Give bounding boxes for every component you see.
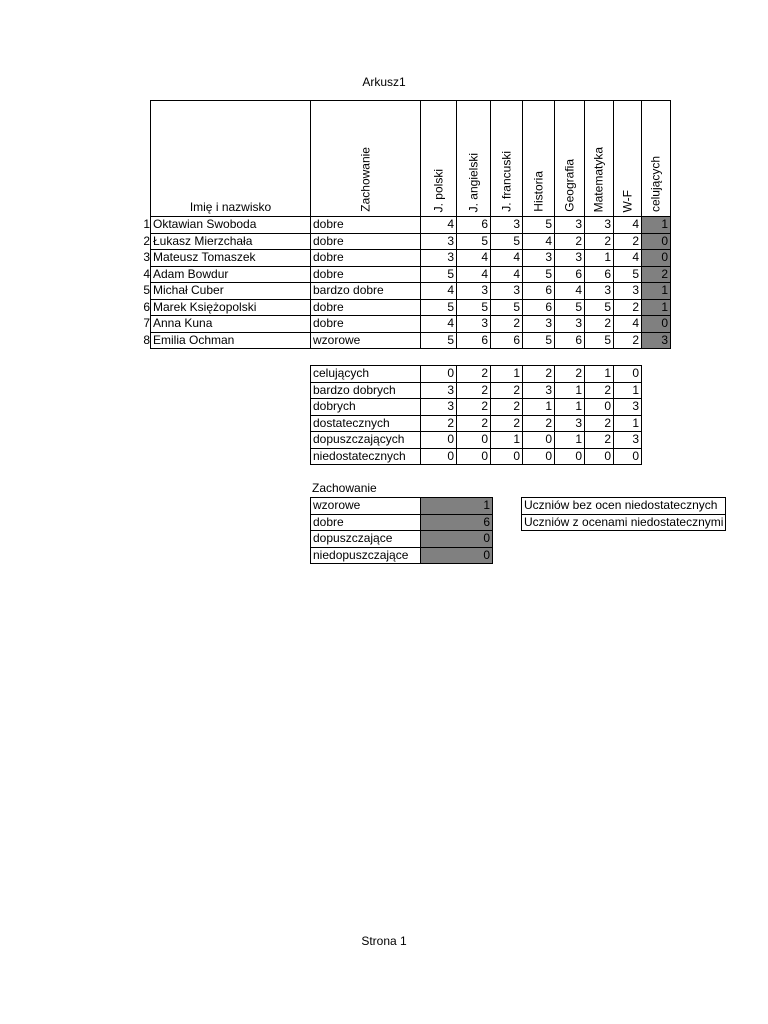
count-cell: 2 — [585, 432, 614, 449]
grade-cell: 5 — [614, 266, 642, 283]
count-cell: 2 — [555, 366, 585, 383]
student-behavior: dobre — [311, 250, 421, 267]
grade-cell: 5 — [491, 233, 523, 250]
grade-cell: 4 — [555, 283, 585, 300]
grade-cell: 3 — [555, 250, 585, 267]
count-row — [311, 415, 642, 432]
extra-cell: 0 — [642, 316, 671, 333]
grade-cell: 5 — [421, 266, 457, 283]
row-number: 6 — [143, 299, 150, 314]
count-cell: 2 — [523, 366, 555, 383]
count-cell: 0 — [457, 448, 491, 465]
behavior-row — [311, 498, 493, 515]
count-cell: 0 — [585, 399, 614, 416]
grade-cell: 2 — [555, 233, 585, 250]
count-cell: 0 — [614, 366, 642, 383]
count-cell: 3 — [555, 415, 585, 432]
grade-cell: 5 — [421, 332, 457, 349]
count-row — [311, 382, 642, 399]
count-cell: 3 — [421, 382, 457, 399]
student-row — [151, 283, 671, 300]
student-behavior: dobre — [311, 316, 421, 333]
count-cell: 1 — [585, 366, 614, 383]
grade-cell: 6 — [491, 332, 523, 349]
count-cell: 2 — [491, 415, 523, 432]
count-cell: 1 — [555, 399, 585, 416]
note-row — [522, 498, 726, 515]
count-row — [311, 399, 642, 416]
count-label: celujących — [311, 366, 421, 383]
count-cell: 2 — [585, 382, 614, 399]
count-cell: 3 — [421, 399, 457, 416]
grade-cell: 6 — [555, 266, 585, 283]
student-behavior: dobre — [311, 217, 421, 234]
student-name: Oktawian Swoboda — [151, 217, 311, 234]
grade-cell: 6 — [523, 283, 555, 300]
grade-cell: 1 — [585, 250, 614, 267]
grade-cell: 4 — [491, 266, 523, 283]
count-cell: 2 — [491, 382, 523, 399]
student-name: Łukasz Mierzchała — [151, 233, 311, 250]
grade-cell: 6 — [585, 266, 614, 283]
name-header: Imię i nazwisko — [151, 101, 311, 217]
page-title: Arkusz1 — [362, 75, 406, 89]
notes-table — [521, 497, 726, 531]
count-cell: 1 — [523, 399, 555, 416]
count-cell: 2 — [457, 399, 491, 416]
note-cell: Uczniów bez ocen niedostatecznych — [522, 498, 726, 515]
extra-header: celujących — [642, 101, 671, 217]
grade-cell: 3 — [555, 217, 585, 234]
student-row — [151, 299, 671, 316]
grade-cell: 4 — [421, 283, 457, 300]
behavior-count: 1 — [421, 498, 493, 515]
grade-cell: 5 — [585, 332, 614, 349]
subject-header: Historia — [523, 101, 555, 217]
count-cell: 2 — [585, 415, 614, 432]
grade-cell: 4 — [457, 250, 491, 267]
student-name: Marek Księżopolski — [151, 299, 311, 316]
count-cell: 1 — [555, 432, 585, 449]
student-row — [151, 332, 671, 349]
grade-cell: 4 — [421, 217, 457, 234]
count-label: dopuszczających — [311, 432, 421, 449]
header-row — [151, 101, 671, 217]
grade-cell: 5 — [523, 217, 555, 234]
counts-table — [310, 365, 642, 465]
page-footer: Strona 1 — [361, 934, 407, 948]
count-row — [311, 448, 642, 465]
extra-cell: 0 — [642, 233, 671, 250]
grade-cell: 3 — [523, 250, 555, 267]
behavior-count: 6 — [421, 514, 493, 531]
notes-box — [521, 497, 724, 531]
student-row — [151, 250, 671, 267]
row-number: 3 — [143, 250, 150, 264]
grade-cell: 2 — [491, 316, 523, 333]
count-cell: 0 — [421, 366, 457, 383]
behavior-row — [311, 514, 493, 531]
count-label: bardzo dobrych — [311, 382, 421, 399]
grade-cell: 5 — [523, 266, 555, 283]
grade-cell: 4 — [523, 233, 555, 250]
note-cell: Uczniów z ocenami niedostatecznymi — [522, 514, 726, 531]
count-cell: 3 — [614, 432, 642, 449]
grade-cell: 3 — [457, 316, 491, 333]
student-name: Mateusz Tomaszek — [151, 250, 311, 267]
student-row — [151, 316, 671, 333]
count-cell: 2 — [457, 415, 491, 432]
count-row — [311, 366, 642, 383]
count-cell: 3 — [614, 399, 642, 416]
grade-cell: 3 — [585, 217, 614, 234]
subject-header: J. angielski — [457, 101, 491, 217]
count-cell: 3 — [523, 382, 555, 399]
extra-cell: 0 — [642, 250, 671, 267]
count-cell: 2 — [457, 382, 491, 399]
grade-cell: 5 — [421, 299, 457, 316]
count-cell: 2 — [457, 366, 491, 383]
row-number: 7 — [143, 316, 150, 330]
extra-cell: 3 — [642, 332, 671, 349]
count-cell: 0 — [523, 448, 555, 465]
grade-cell: 2 — [614, 332, 642, 349]
behavior-label: wzorowe — [311, 498, 421, 515]
subject-header: J. francuski — [491, 101, 523, 217]
count-label: niedostatecznych — [311, 448, 421, 465]
count-cell: 2 — [523, 415, 555, 432]
count-row — [311, 432, 642, 449]
grades-table — [150, 100, 671, 349]
grade-cell: 3 — [523, 316, 555, 333]
grade-cell: 3 — [555, 316, 585, 333]
grade-cell: 4 — [457, 266, 491, 283]
count-label: dobrych — [311, 399, 421, 416]
row-number: 8 — [143, 332, 150, 347]
grade-cell: 6 — [457, 217, 491, 234]
student-behavior: dobre — [311, 299, 421, 316]
row-number: 1 — [143, 217, 150, 231]
grade-cell: 3 — [491, 283, 523, 300]
student-name: Michał Cuber — [151, 283, 311, 300]
student-row — [151, 217, 671, 234]
behavior-summary-table — [310, 497, 493, 564]
grade-cell: 5 — [457, 233, 491, 250]
count-cell: 0 — [555, 448, 585, 465]
subject-header: Matematyka — [585, 101, 614, 217]
grade-cell: 6 — [555, 332, 585, 349]
grade-cell: 3 — [421, 233, 457, 250]
grade-cell: 3 — [614, 283, 642, 300]
student-behavior: wzorowe — [311, 332, 421, 349]
count-cell: 2 — [421, 415, 457, 432]
behavior-label: dopuszczające — [311, 531, 421, 548]
count-cell: 1 — [614, 382, 642, 399]
grade-cell: 6 — [523, 299, 555, 316]
extra-cell: 1 — [642, 283, 671, 300]
count-cell: 0 — [523, 432, 555, 449]
grade-cell: 2 — [614, 299, 642, 316]
count-cell: 0 — [421, 448, 457, 465]
grade-cell: 3 — [457, 283, 491, 300]
student-row — [151, 266, 671, 283]
student-row — [151, 233, 671, 250]
grade-cell: 5 — [523, 332, 555, 349]
grade-cell: 3 — [491, 217, 523, 234]
grade-cell: 2 — [585, 316, 614, 333]
grade-cell: 4 — [614, 250, 642, 267]
student-name: Emilia Ochman — [151, 332, 311, 349]
student-behavior: dobre — [311, 233, 421, 250]
row-number: 4 — [143, 266, 150, 281]
grade-cell: 2 — [614, 233, 642, 250]
grade-cell: 5 — [555, 299, 585, 316]
count-cell: 0 — [491, 448, 523, 465]
grade-cell: 5 — [585, 299, 614, 316]
extra-cell: 1 — [642, 217, 671, 234]
count-cell: 1 — [491, 432, 523, 449]
grade-cell: 5 — [457, 299, 491, 316]
extra-cell: 1 — [642, 299, 671, 316]
note-row — [522, 514, 726, 531]
count-cell: 0 — [421, 432, 457, 449]
subject-header: J. polski — [421, 101, 457, 217]
count-cell: 1 — [491, 366, 523, 383]
count-label: dostatecznych — [311, 415, 421, 432]
count-cell: 0 — [614, 448, 642, 465]
count-cell: 2 — [491, 399, 523, 416]
subject-header: W-F — [614, 101, 642, 217]
subject-header: Geografia — [555, 101, 585, 217]
grade-cell: 2 — [585, 233, 614, 250]
grade-cell: 4 — [491, 250, 523, 267]
behavior-count: 0 — [421, 547, 493, 564]
grade-cell: 6 — [457, 332, 491, 349]
behavior-count: 0 — [421, 531, 493, 548]
behavior-header: Zachowanie — [311, 101, 421, 217]
student-name: Adam Bowdur — [151, 266, 311, 283]
grade-cell: 4 — [421, 316, 457, 333]
grade-cell: 4 — [614, 316, 642, 333]
count-cell: 1 — [555, 382, 585, 399]
count-cell: 0 — [457, 432, 491, 449]
student-name: Anna Kuna — [151, 316, 311, 333]
behavior-row — [311, 531, 493, 548]
count-cell: 1 — [614, 415, 642, 432]
grade-cell: 3 — [421, 250, 457, 267]
student-behavior: bardzo dobre — [311, 283, 421, 300]
grade-cell: 3 — [585, 283, 614, 300]
row-number: 2 — [143, 233, 150, 248]
behavior-label: niedopuszczające — [311, 547, 421, 564]
grade-cell: 5 — [491, 299, 523, 316]
behavior-row — [311, 547, 493, 564]
behavior-label: dobre — [311, 514, 421, 531]
behavior-summary-title: Zachowanie — [312, 481, 377, 495]
extra-cell: 2 — [642, 266, 671, 283]
grade-cell: 4 — [614, 217, 642, 234]
row-number: 5 — [143, 283, 150, 297]
student-behavior: dobre — [311, 266, 421, 283]
count-cell: 0 — [585, 448, 614, 465]
